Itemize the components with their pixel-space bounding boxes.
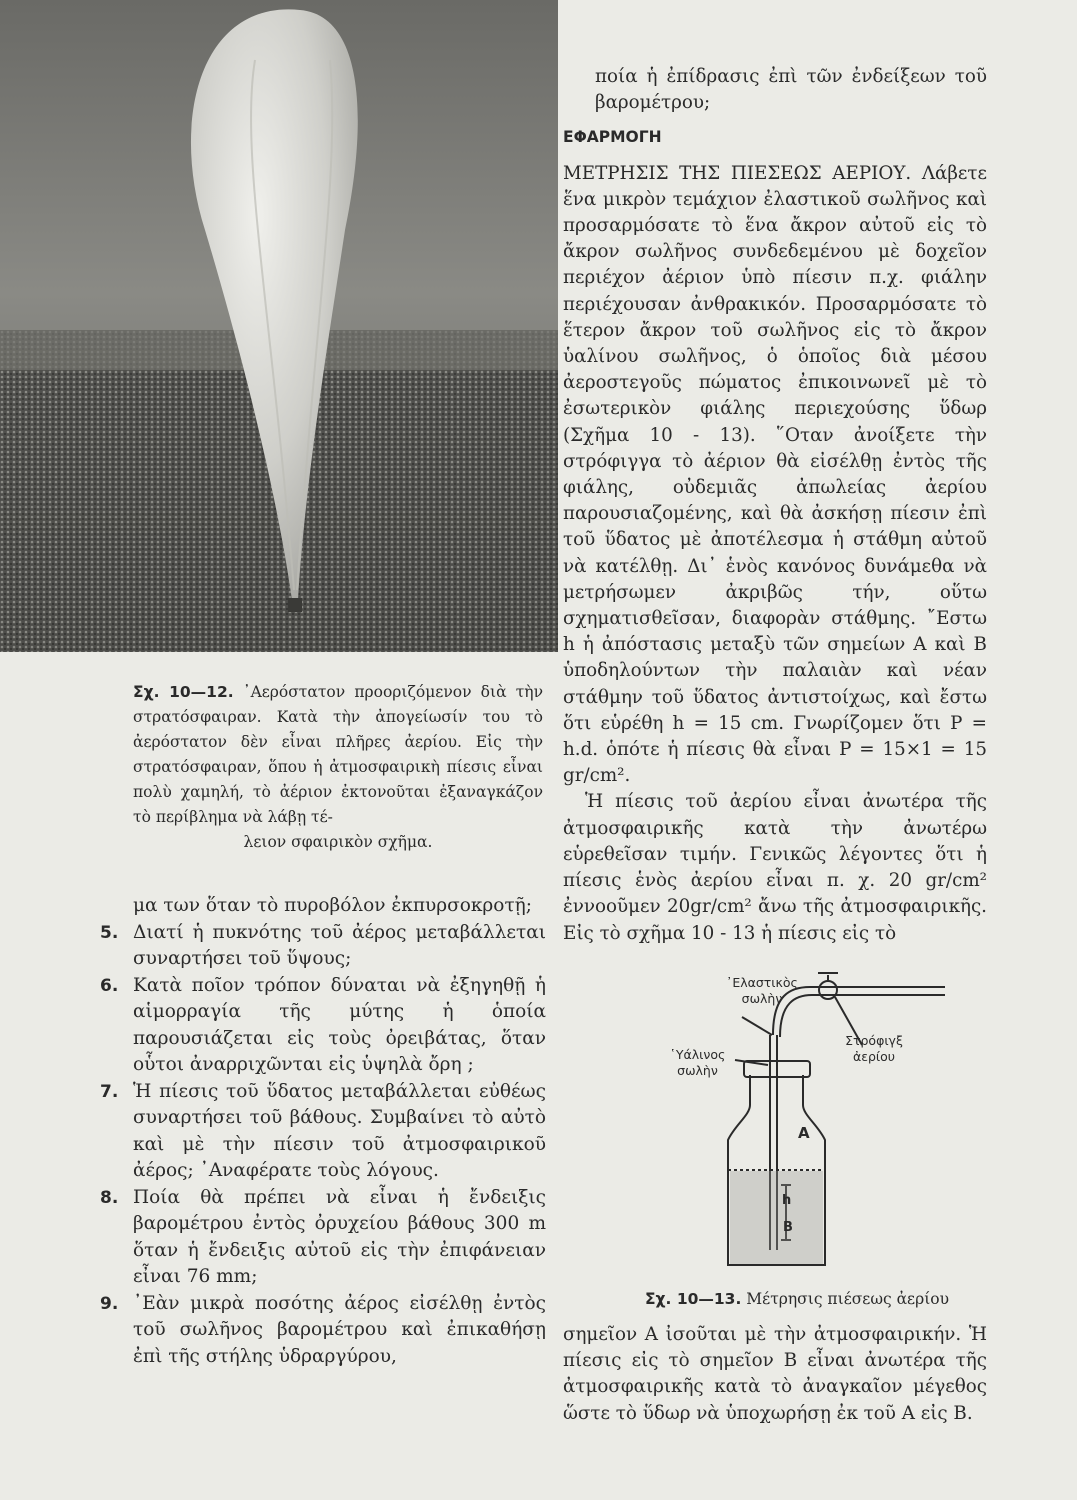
label-rubber-tube-line1: ᾿Ελαστικὸς [726, 975, 798, 990]
bottle-diagram [600, 965, 1000, 1275]
label-gas-tap [834, 1033, 914, 1065]
balloon-photo [0, 0, 558, 652]
label-rubber-tube-line2: σωλὴν [741, 991, 783, 1006]
figure-caption-text: Μέτρησις πιέσεως ἀερίου [746, 1290, 950, 1308]
question-8 [100, 1185, 546, 1291]
right-column [563, 64, 987, 947]
right-bottom-text [563, 1322, 987, 1427]
photo-caption-last: λειον σφαιρικὸν σχῆμα. [243, 833, 433, 851]
question-text: ᾿Εὰν μικρὰ ποσότης ἀέρος εἰσέλθῃ ἐντὸς τοῦ σωλῆνος βαρομέτρου καὶ ἐπικαθήσῃ ἐπὶ τῆς στήλης ὑδραργύρου, [133, 1292, 546, 1367]
right-bottom-paragraph: σημεῖον Α ἰσοῦται μὲ τὴν ἀτμοσφαιρικήν. Ἡ πίεσις εἰς τὸ σημεῖον Β εἶναι ἀνωτέρα τῆς ἀτμοσφαιρικῆς κατὰ τὸ ἀναγκαῖον μέγεθος ὥστε τὸ ὕδωρ νὰ ὑποχωρήσῃ ἐκ τοῦ Α εἰς Β. [563, 1324, 987, 1424]
label-gas-tap-line1: Στρόφιγξ [845, 1033, 903, 1048]
question-text: Διατί ἡ πυκνότης τοῦ ἀέρος μεταβάλλεται συναρτήσει τοῦ ὕψους; [133, 921, 546, 969]
left-column [100, 893, 546, 1370]
question-text: Ποία θὰ πρέπει νὰ εἶναι ἡ ἔνδειξις βαρομέτρου ἐντὸς ὀρυχείου βάθους 300 m ὅταν ἡ ἔνδειξις αὐτοῦ εἰς τὴν ἐπιφάνειαν εἶναι 76 mm; [133, 1186, 546, 1287]
pressure-paragraph: Ἡ πίεσις τοῦ ἀερίου εἶναι ἀνωτέρα τῆς ἀτμοσφαιρικῆς κατὰ τὴν ἀνωτέρω εὑρεθεῖσαν τιμήν. Γενικῶς λέγοντες ὅτι ἡ πίεσις ἑνὸς ἀερίου εἶναι π. χ. 20 gr/cm² ἐννοοῦμεν 20gr/cm² ἄνω τῆς ἀτμοσφαιρικῆς. Εἰς τὸ σχῆμα 10 - 13 ἡ πίεσις εἰς τὸ [563, 791, 987, 944]
label-glass-tube-line1: ῾Υάλινος [669, 1047, 726, 1062]
question-number: 5. [100, 922, 119, 943]
question-7 [100, 1079, 546, 1185]
question-text: Ἡ πίεσις τοῦ ὕδατος μεταβάλλεται εὐθέως συναρτήσει τοῦ βάθους. Συμβαίνει τὸ αὐτὸ καὶ μὲ τὴν πίεσιν τοῦ ἀτμοσφαιρικοῦ ἀέρος; ᾿Αναφέρατε τοὺς λόγους. [133, 1080, 546, 1181]
application-paragraph: ΜΕΤΡΗΣΙΣ ΤΗΣ ΠΙΕΣΕΩΣ ΑΕΡΙΟΥ. Λάβετε ἕνα μικρὸν τεμάχιον ἐλαστικοῦ σωλῆνος καὶ προσαρμόσατε τὸ ἕνα ἄκρον αὐτοῦ εἰς τὸ ἄκρον σωλῆνος συνδεδεμένου μὲ δοχεῖον περιέχον ἀέριον ὑπὸ πίεσιν π.χ. φιάλην περιέχουσαν ἀνθρακικόν. Προσαρμόσατε τὸ ἕτερον ἄκρον τοῦ σωλῆνος εἰς τὸ ἄκρον ὑαλίνου σωλῆνος, ὁ ὁποῖος διὰ μέσου ἀεροστεγοῦς πώματος ἐπικοινωνεῖ μὲ τὸ ἐσωτερικὸν φιάλης περιεχούσης ὕδωρ (Σχῆμα 10 - 13). ῞Οταν ἀνοίξετε τὴν στρόφιγγα τὸ ἀέριον θὰ εἰσέλθῃ ἐντὸς τῆς φιάλης, οὐδεμιᾶς ἀπωλείας ἀερίου παρουσιαζομένης, καὶ θὰ ἀσκήσῃ πίεσιν ἐπὶ τοῦ ὕδατος μὲ ἀποτέλεσμα ἡ στάθμη αὐτοῦ νὰ κατέλθῃ. Δι᾿ ἑνὸς κανόνος δυνάμεθα νὰ μετρήσωμεν ἀκριβῶς τήν, οὕτω σχηματισθεῖσαν, διαφορὰν στάθμης. ῎Εστω h ἡ ἀπόστασις μεταξὺ τῶν σημείων Α καὶ Β ὑποδηλούντων τὴν παλαιὰν καὶ νέαν στάθμην τοῦ ὕδατος ἀντιστοίχως, καὶ ἔστω ὅτι εὑρέθη h = 15 cm. Γνωρίζομεν ὅτι P = h.d. ὁπότε ἡ πίεσις θὰ εἶναι P = 15×1 = 15 gr/cm². [563, 162, 987, 787]
question-number: 9. [100, 1293, 119, 1314]
question-6 [100, 973, 546, 1079]
label-glass-tube-line2: σωλὴν [677, 1063, 718, 1078]
question-continuation: μα των ὅταν τὸ πυροβόλον ἐκπυρσοκροτῇ; [133, 895, 532, 916]
right-continuation: ποία ἡ ἐπίδρασις ἐπὶ τῶν ἐνδείξεων τοῦ βαρομέτρου; [595, 66, 987, 114]
question-number: 6. [100, 975, 119, 996]
question-number: 7. [100, 1081, 119, 1102]
label-rubber-tube [707, 975, 817, 1007]
question-9 [100, 1291, 546, 1371]
pressure-figure [600, 965, 1000, 1275]
figure-caption-label: Σχ. 10—13. [644, 1290, 742, 1308]
photo-caption-text: ᾿Αερόστατον προοριζόμενον διὰ τὴν στρατόσφαιραν. Κατὰ τὴν ἀπογείωσίν του τὸ ἀερόστατον δὲν εἶναι πλῆρες ἀερίου. Εἰς τὴν στρατόσφαιραν, ὅπου ἡ ἀτμοσφαιρικὴ πίεσις εἶναι πολὺ χαμηλή, τὸ ἀέριον ἐκτονοῦται ἐξαναγκάζον τὸ περίβλημα νὰ λάβῃ τέ- [133, 683, 543, 826]
figure-caption [592, 1290, 1002, 1308]
question-text: Κατὰ ποῖον τρόπον δύναται νὰ ἐξηγηθῇ ἡ αἱμορραγία τῆς μύτης ἡ ὁποία παρουσιάζεται εἰς τοὺς ὀρειβάτας, ὅταν οὗτοι ἀναρριχῶνται εἰς ὑψηλὰ ὄρη ; [133, 974, 546, 1075]
point-b-label: B [783, 1220, 793, 1235]
photo-caption [133, 680, 543, 855]
section-heading: ΕΦΑΡΜΟΓΗ [563, 128, 662, 147]
photo-caption-label: Σχ. 10—12. [133, 683, 234, 701]
label-glass-tube [655, 1047, 740, 1079]
point-a-label: A [798, 1124, 810, 1142]
label-gas-tap-line2: ἀερίου [852, 1049, 896, 1064]
question-5 [100, 920, 546, 973]
point-h-label: h [782, 1193, 792, 1208]
question-number: 8. [100, 1187, 119, 1208]
